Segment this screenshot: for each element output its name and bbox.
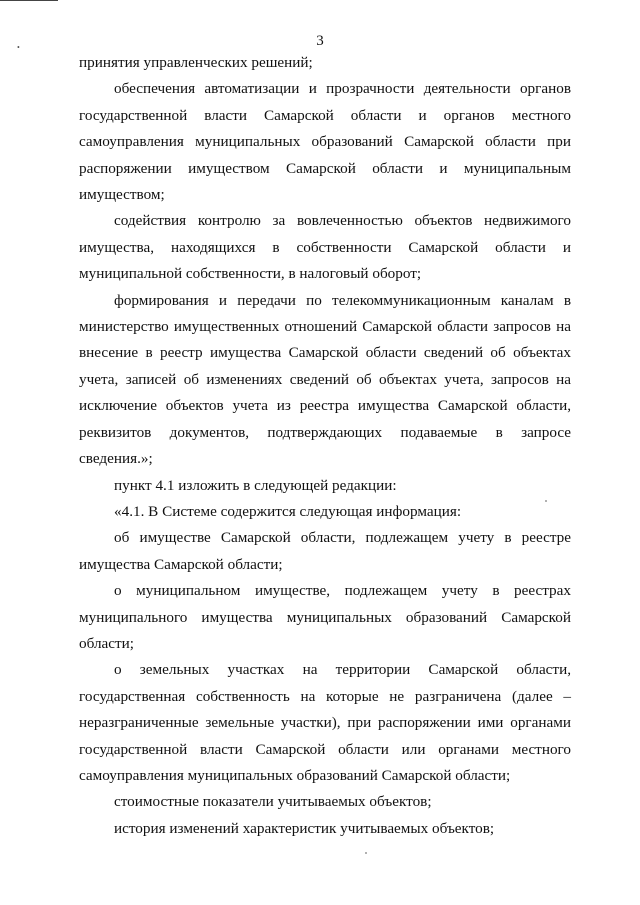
paragraph: обеспечения автоматизации и прозрачности деятельности органов государственной власти Самарской области и органов местного самоуправления муниципальных образований Самарской области при распоряжении имуществом Самарской области и муниципальным имуществом; xyxy=(79,80,571,204)
paragraph: стоимостные показатели учитываемых объектов; xyxy=(114,793,432,811)
page-number: 3 xyxy=(316,33,324,49)
scan-margin-mark: • xyxy=(17,43,20,52)
scan-corner-line xyxy=(0,0,58,1)
paragraph: пункт 4.1 изложить в следующей редакции: xyxy=(114,476,397,494)
paragraph: о муниципальном имуществе, подлежащем учету в реестрах муниципального имущества муниципальных образований Самарской области; xyxy=(79,582,571,652)
paragraph: об имуществе Самарской области, подлежащем учету в реестре имущества Самарской области; xyxy=(79,529,571,573)
paragraph: принятия управленческих решений; xyxy=(79,54,313,71)
paragraph: «4.1. В Системе содержится следующая информация: xyxy=(114,502,462,520)
paragraph: о земельных участках на территории Самарской области, государственная собственность на которые не разграничена (далее – неразграниченные земельные участки), при распоряжении ими органами государственной власти Самарской области или органами местного самоуправления муниципальных образований Самарской области; xyxy=(79,661,571,784)
scan-speck xyxy=(365,852,367,854)
paragraph: содействия контролю за вовлеченностью объектов недвижимого имущества, находящихся в собственности Самарской области и муниципальной собственности, в налоговый оборот; xyxy=(79,212,571,283)
paragraph: история изменений характеристик учитываемых объектов; xyxy=(114,819,495,837)
scan-speck xyxy=(545,500,547,502)
document-body xyxy=(79,50,571,842)
paragraph: формирования и передачи по телекоммуникационным каналам в министерство имущественных отношений Самарской области запросов на внесение в реестр имущества Самарской области сведений об объектах учета, записей об изменениях сведений об объектах учета, запросов на исключение объектов учета из реестра имущества Самарской области, реквизитов документов, подтверждающих подаваемые в запросе сведения.»; xyxy=(79,291,571,468)
